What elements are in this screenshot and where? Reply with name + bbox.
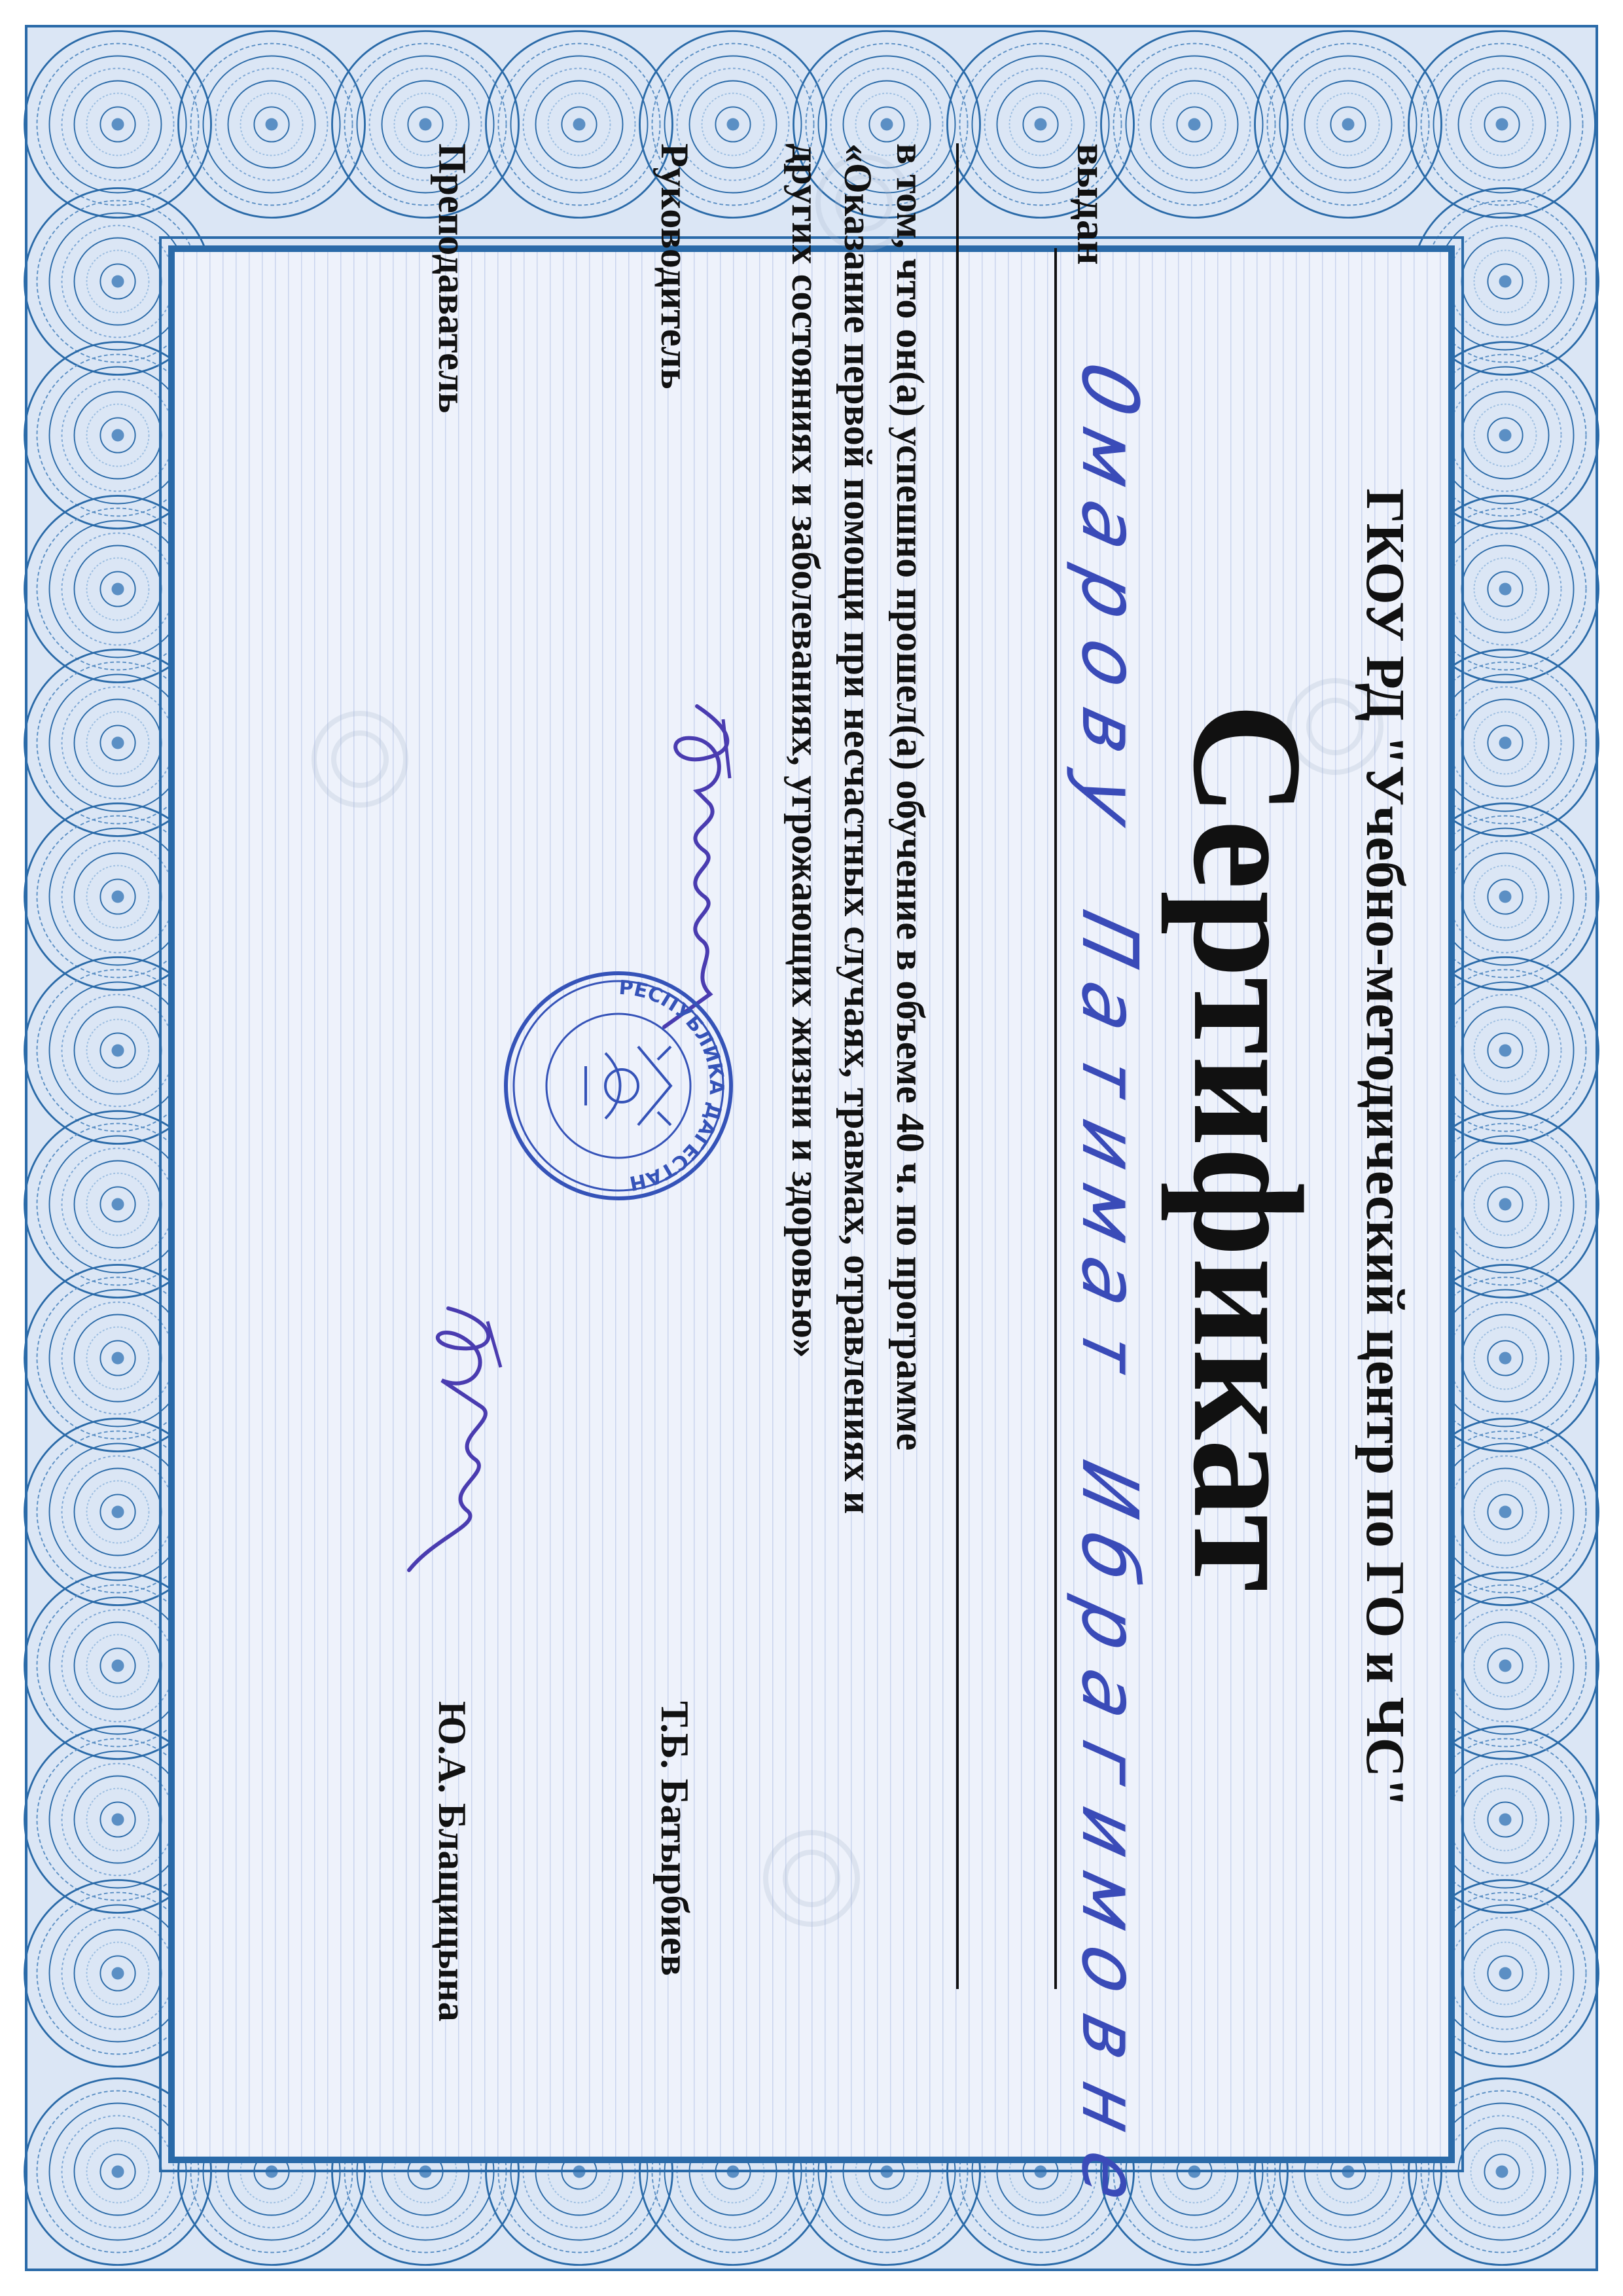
head-label: Руководитель [653, 143, 696, 389]
certificate-content [167, 117, 1456, 2234]
organization-name: ГКОУ РД "Учебно-методический центр по ГО и ЧС" [1355, 488, 1416, 1808]
recipient-name-handwritten: Омарову Патимат Ибрагимовне [1065, 354, 1155, 2234]
body-text-line: в том, что он(а) успешно прошел(а) обучение в объеме 40 ч. по программе [889, 143, 932, 1451]
teacher-name: Ю.А. Блащицына [431, 1701, 474, 2022]
official-stamp [501, 968, 736, 1204]
body-text-line: других состояниях и заболеваниях, угрожающих жизни и здоровью» [784, 143, 827, 1358]
body-text-line: «Оказание первой помощи при несчастных случаях, травмах, отравлениях и [836, 143, 880, 1515]
head-name: Т.Б. Батырбиев [653, 1701, 696, 1977]
teacher-label: Преподаватель [431, 143, 474, 414]
svg-text:РЕСПУБЛИКА ДАГЕСТАН: РЕСПУБЛИКА ДАГЕСТАН [618, 976, 728, 1195]
issued-label: выдан [1069, 143, 1115, 265]
certificate-title: Сертификат [1161, 703, 1335, 1593]
name-underline-2 [956, 143, 959, 1989]
name-underline [1054, 248, 1057, 1989]
teacher-signature [396, 1295, 527, 1583]
